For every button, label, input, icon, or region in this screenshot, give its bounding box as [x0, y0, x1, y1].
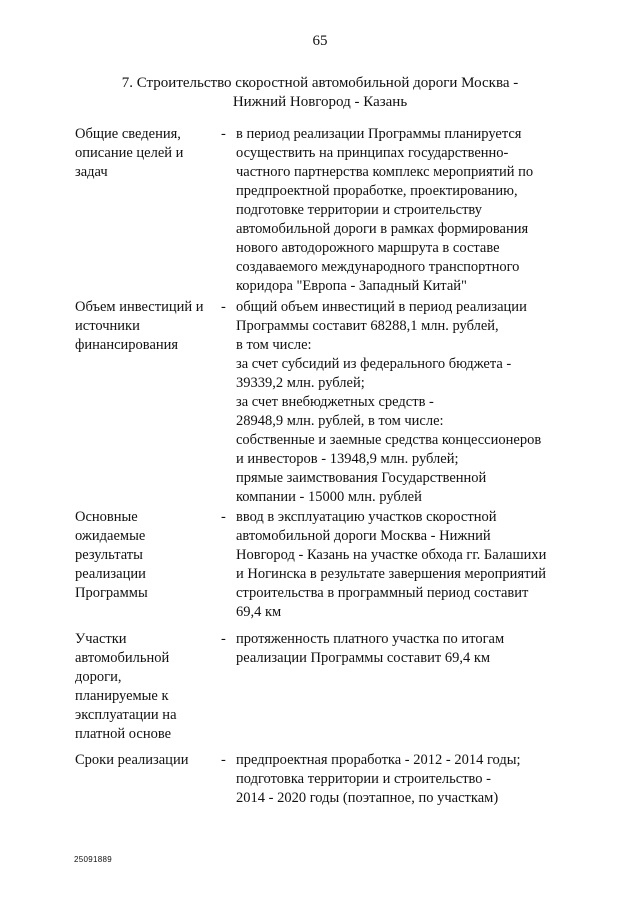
row-content-line: реализации Программы составит 69,4 км — [236, 650, 491, 666]
row-dash: - — [221, 126, 226, 142]
row-content-line: предпроектной проработке, проектированию, — [236, 183, 518, 199]
row-label-line: задач — [75, 164, 108, 180]
row-content-line: автомобильной дороги в рамках формирования — [236, 221, 529, 237]
row-label-line: источники — [75, 318, 140, 334]
row-label — [75, 125, 215, 182]
row-content-line: собственные и заемные средства концессионеров — [236, 432, 542, 448]
row-content-line: подготовке территории и строительству — [236, 202, 483, 218]
row-content-line: нового автодорожного маршрута в составе — [236, 240, 500, 256]
row-content-line: осуществить на принципах государственно- — [236, 145, 509, 161]
row-content-line: прямые заимствования Государственной — [236, 470, 487, 486]
row-content — [236, 125, 576, 296]
row-content-line: ввод в эксплуатацию участков скоростной — [236, 509, 497, 525]
section-title — [0, 74, 640, 112]
row-content — [236, 751, 576, 808]
row-content-line: 2014 - 2020 годы (поэтапное, по участкам) — [236, 790, 499, 806]
row-content-line: и инвесторов - 13948,9 млн. рублей; — [236, 451, 459, 467]
row-content-line: предпроектная проработка - 2012 - 2014 годы; — [236, 752, 521, 768]
row-dash: - — [221, 509, 226, 525]
row-content-line: 39339,2 млн. рублей; — [236, 375, 365, 391]
row-label-line: планируемые к — [75, 688, 169, 704]
row-content-line: автомобильной дороги Москва - Нижний — [236, 528, 491, 544]
row-content-line: компании - 15000 млн. рублей — [236, 489, 422, 505]
row-content-line: и Ногинска в результате завершения мероприятий — [236, 566, 546, 582]
row-label-line: описание целей и — [75, 145, 184, 161]
row-content-line: протяженность платного участка по итогам — [236, 631, 505, 647]
row-label — [75, 508, 215, 603]
row-label-line: реализации — [75, 566, 146, 582]
row-content-line: 28948,9 млн. рублей, в том числе: — [236, 413, 444, 429]
row-content-line: создаваемого международного транспортного — [236, 259, 520, 275]
row-dash: - — [221, 752, 226, 768]
row-label-line: дороги, — [75, 669, 122, 685]
row-content-line: частного партнерства комплекс мероприятий по — [236, 164, 534, 180]
row-label-line: результаты — [75, 547, 143, 563]
page-number: 65 — [312, 33, 328, 49]
row-label — [75, 630, 215, 744]
row-content-line: за счет субсидий из федерального бюджета - — [236, 356, 512, 372]
row-content-line: Новгород - Казань на участке обхода гг. Балашихи — [236, 547, 547, 563]
row-content-line: 69,4 км — [236, 604, 282, 620]
row-content — [236, 630, 576, 668]
section-title-line: Нижний Новгород - Казань — [232, 94, 408, 110]
row-label-line: автомобильной — [75, 650, 170, 666]
row-content-line: строительства в программный период составит — [236, 585, 529, 601]
row-content — [236, 508, 576, 622]
row-label-line: Основные — [75, 509, 138, 525]
row-label-line: Общие сведения, — [75, 126, 181, 142]
row-dash: - — [221, 631, 226, 647]
row-content-line: Программы составит 68288,1 млн. рублей, — [236, 318, 499, 334]
document-code: 25091889 — [74, 855, 112, 864]
row-dash: - — [221, 299, 226, 315]
row-label-line: Сроки реализации — [75, 752, 189, 768]
row-content-line: в том числе: — [236, 337, 312, 353]
row-label-line: Участки — [75, 631, 127, 647]
row-label-line: Программы — [75, 585, 148, 601]
row-label-line: эксплуатации на — [75, 707, 177, 723]
section-title-line: 7. Строительство скоростной автомобильной дороги Москва - — [121, 75, 519, 91]
row-label — [75, 751, 215, 770]
row-content-line: в период реализации Программы планируется — [236, 126, 522, 142]
row-content-line: за счет внебюджетных средств - — [236, 394, 434, 410]
row-label-line: ожидаемые — [75, 528, 146, 544]
row-label-line: платной основе — [75, 726, 172, 742]
row-label-line: финансирования — [75, 337, 179, 353]
row-content-line: подготовка территории и строительство - — [236, 771, 492, 787]
row-label — [75, 298, 215, 355]
row-content-line: коридора "Европа - Западный Китай" — [236, 278, 467, 294]
row-content-line: общий объем инвестиций в период реализации — [236, 299, 527, 315]
row-content — [236, 298, 576, 507]
row-label-line: Объем инвестиций и — [75, 299, 204, 315]
